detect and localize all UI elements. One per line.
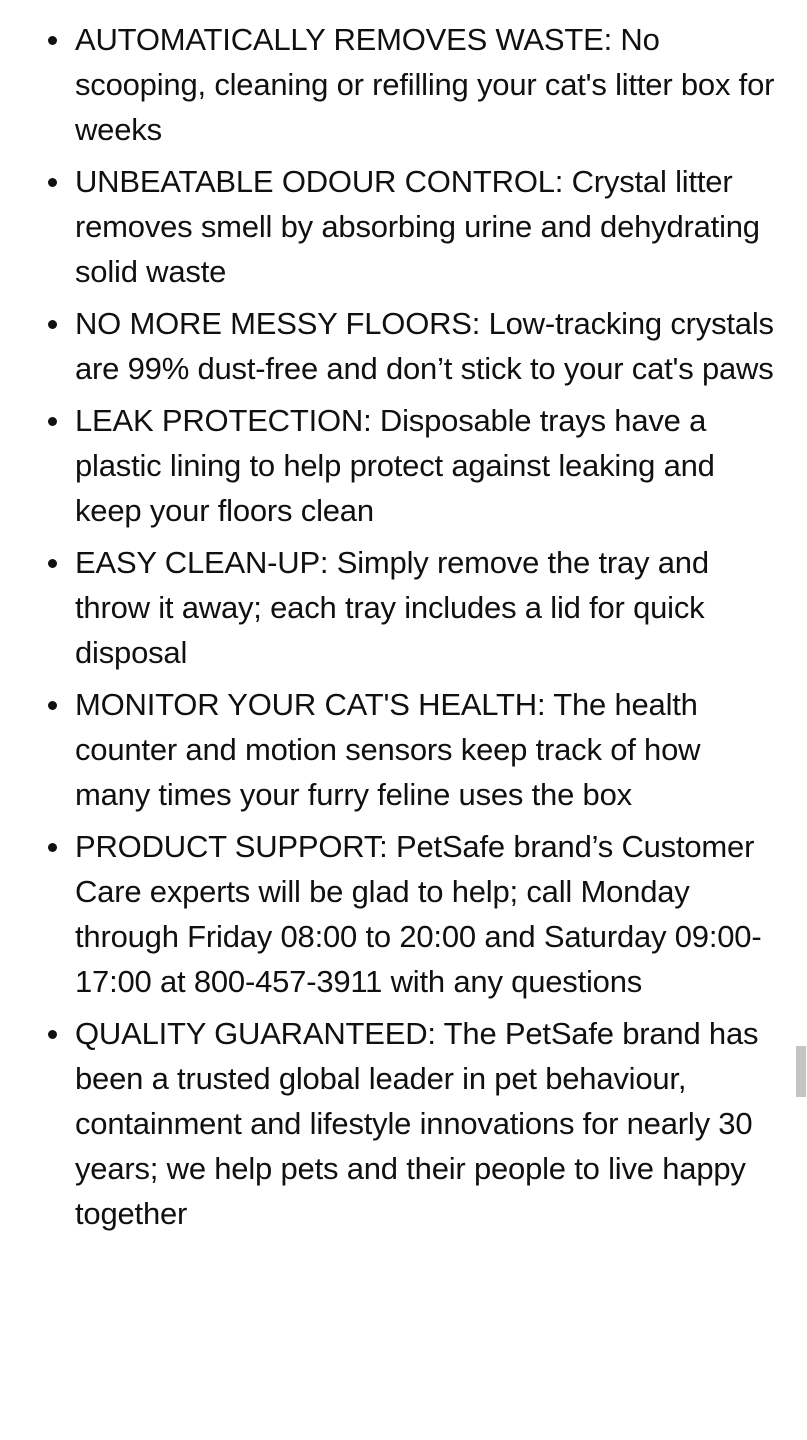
- feature-bullet-item: [75, 398, 782, 533]
- scrollbar-thumb[interactable]: [796, 1046, 806, 1097]
- feature-bullet-text: AUTOMATICALLY REMOVES WASTE: No scooping, cleaning or refilling your cat's litter box for weeks: [75, 22, 775, 147]
- feature-bullet-text: PRODUCT SUPPORT: PetSafe brand’s Customer Care experts will be glad to help; call Monday through Friday 08:00 to 20:00 and Saturday 09:00-17:00 at 800-457-3911 with any questions: [75, 829, 762, 999]
- bullet-icon: [48, 320, 57, 329]
- feature-bullet-item: [75, 159, 782, 294]
- bullet-icon: [48, 843, 57, 852]
- feature-bullet-text: EASY CLEAN-UP: Simply remove the tray and throw it away; each tray includes a lid for quick disposal: [75, 545, 709, 670]
- feature-bullet-item: [75, 17, 782, 152]
- bullet-icon: [48, 417, 57, 426]
- bullet-icon: [48, 178, 57, 187]
- feature-bullet-item: [75, 824, 782, 1004]
- feature-bullet-text: UNBEATABLE ODOUR CONTROL: Crystal litter removes smell by absorbing urine and dehydrating solid waste: [75, 164, 760, 289]
- bullet-icon: [48, 559, 57, 568]
- feature-bullet-item: [75, 540, 782, 675]
- feature-bullet-text: MONITOR YOUR CAT'S HEALTH: The health counter and motion sensors keep track of how many times your furry feline uses the box: [75, 687, 701, 812]
- feature-bullet-item: [75, 301, 782, 391]
- feature-bullet-item: [75, 682, 782, 817]
- bullet-icon: [48, 36, 57, 45]
- feature-bullet-item: [75, 1011, 782, 1236]
- feature-bullet-text: LEAK PROTECTION: Disposable trays have a plastic lining to help protect against leaking and keep your floors clean: [75, 403, 715, 528]
- feature-bullet-text: QUALITY GUARANTEED: The PetSafe brand has been a trusted global leader in pet behaviour, containment and lifestyle innovations for nearly 30 years; we help pets and their people to live happy together: [75, 1016, 759, 1231]
- bullet-icon: [48, 1030, 57, 1039]
- bullet-icon: [48, 701, 57, 710]
- feature-bullet-text: NO MORE MESSY FLOORS: Low-tracking crystals are 99% dust-free and don’t stick to your cat's paws: [75, 306, 774, 386]
